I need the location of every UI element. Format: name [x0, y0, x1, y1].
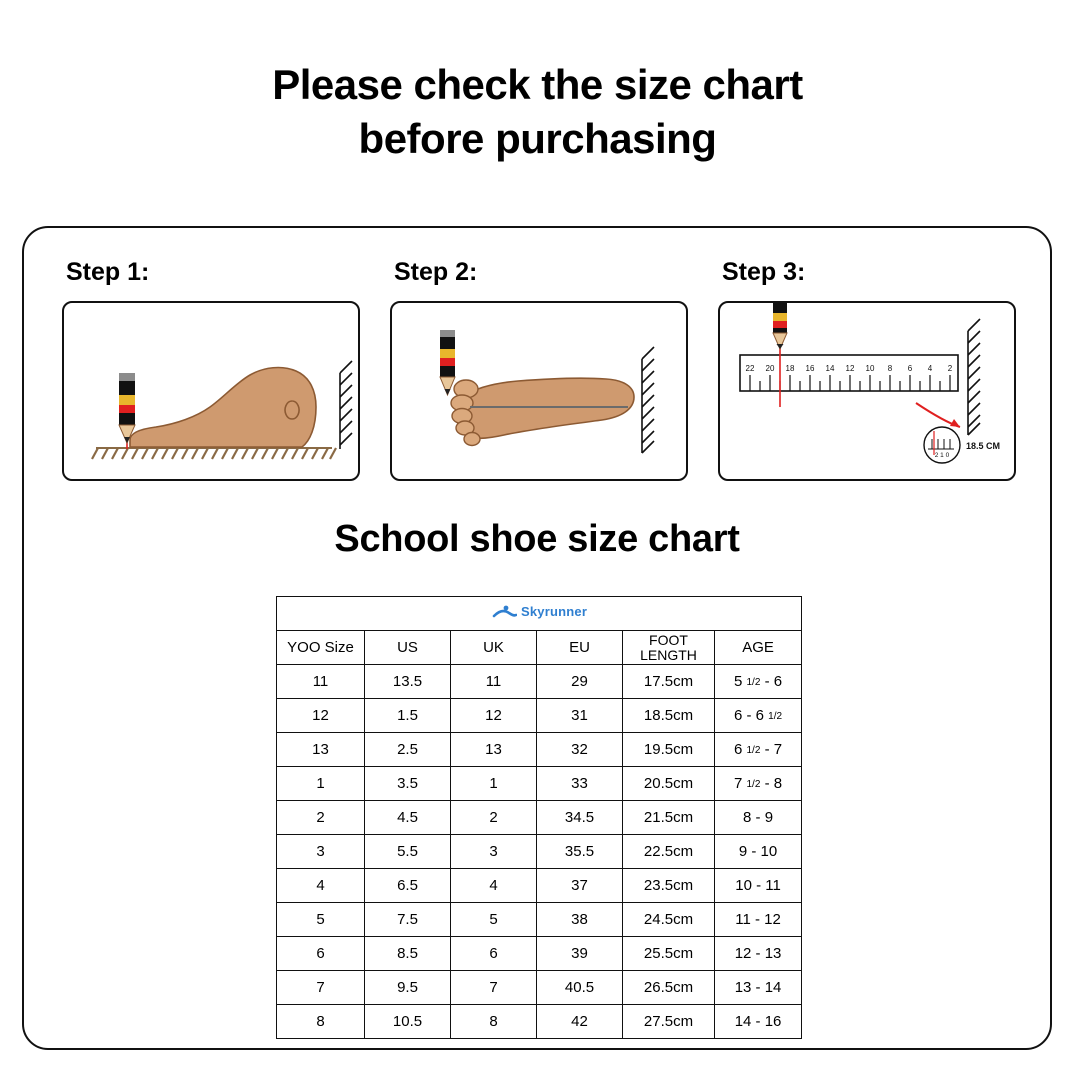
table-row	[277, 869, 802, 903]
svg-text:14: 14	[825, 364, 835, 373]
ruler-measure-icon	[720, 303, 1016, 481]
cell-uk: 6	[451, 937, 537, 971]
cell-yoo: 8	[277, 1005, 365, 1039]
svg-text:12: 12	[845, 364, 855, 373]
table-row	[277, 971, 802, 1005]
svg-text:20: 20	[765, 364, 775, 373]
cell-age: 6 1/2 - 7	[715, 733, 802, 767]
cell-eu: 39	[537, 937, 623, 971]
cell-uk: 5	[451, 903, 537, 937]
cell-eu: 38	[537, 903, 623, 937]
table-row	[277, 835, 802, 869]
cell-eu: 35.5	[537, 835, 623, 869]
cell-yoo: 12	[277, 699, 365, 733]
cell-age: 7 1/2 - 8	[715, 767, 802, 801]
cell-foot: 19.5cm	[623, 733, 715, 767]
step-2	[390, 258, 690, 481]
cell-age: 5 1/2 - 6	[715, 665, 802, 699]
brand-cell	[277, 597, 802, 631]
cell-eu: 34.5	[537, 801, 623, 835]
cell-foot: 21.5cm	[623, 801, 715, 835]
cell-uk: 7	[451, 971, 537, 1005]
cell-yoo: 11	[277, 665, 365, 699]
ruler-callout-label: 18.5 CM	[966, 441, 1001, 451]
svg-text:16: 16	[805, 364, 815, 373]
table-row	[277, 733, 802, 767]
cell-uk: 12	[451, 699, 537, 733]
table-row	[277, 1005, 802, 1039]
cell-uk: 8	[451, 1005, 537, 1039]
pencil-icon	[773, 303, 787, 349]
cell-us: 9.5	[365, 971, 451, 1005]
page-title	[0, 0, 1075, 166]
cell-foot: 20.5cm	[623, 767, 715, 801]
cell-age: 9 - 10	[715, 835, 802, 869]
cell-yoo: 3	[277, 835, 365, 869]
cell-foot: 25.5cm	[623, 937, 715, 971]
cell-yoo: 4	[277, 869, 365, 903]
column-header-eu: EU	[537, 631, 623, 665]
cell-yoo: 6	[277, 937, 365, 971]
cell-foot: 27.5cm	[623, 1005, 715, 1039]
cell-uk: 2	[451, 801, 537, 835]
foot-length-line2: LENGTH	[640, 646, 697, 663]
size-chart-table	[276, 596, 802, 1039]
cell-age: 14 - 16	[715, 1005, 802, 1039]
svg-text:4: 4	[927, 364, 933, 373]
page-title-line2: before purchasing	[358, 114, 717, 162]
column-header-us: US	[365, 631, 451, 665]
cell-eu: 40.5	[537, 971, 623, 1005]
cell-age: 8 - 9	[715, 801, 802, 835]
step-3-illustration	[718, 301, 1016, 481]
table-row	[277, 801, 802, 835]
cell-yoo: 5	[277, 903, 365, 937]
step-1-illustration	[62, 301, 360, 481]
step-1	[62, 258, 362, 481]
cell-foot: 26.5cm	[623, 971, 715, 1005]
page-title-line1: Please check the size chart	[272, 61, 803, 108]
step-2-label: Step 2:	[394, 258, 478, 286]
cell-uk: 13	[451, 733, 537, 767]
cell-foot: 23.5cm	[623, 869, 715, 903]
table-row	[277, 937, 802, 971]
foot-length-line1: FOOT	[649, 632, 688, 649]
cell-us: 7.5	[365, 903, 451, 937]
table-row	[277, 903, 802, 937]
table-row	[277, 665, 802, 699]
cell-us: 8.5	[365, 937, 451, 971]
table-row	[277, 767, 802, 801]
cell-eu: 32	[537, 733, 623, 767]
step-3-label: Step 3:	[722, 258, 806, 286]
cell-uk: 1	[451, 767, 537, 801]
cell-us: 1.5	[365, 699, 451, 733]
cell-foot: 22.5cm	[623, 835, 715, 869]
cell-us: 3.5	[365, 767, 451, 801]
chart-title: School shoe size chart	[334, 518, 740, 560]
instruction-card	[22, 226, 1052, 1050]
cell-age: 13 - 14	[715, 971, 802, 1005]
cell-uk: 3	[451, 835, 537, 869]
pencil-icon	[440, 330, 455, 395]
brand-name: Skyrunner	[520, 604, 588, 620]
table-brand-row	[277, 597, 802, 631]
cell-eu: 31	[537, 699, 623, 733]
cell-us: 10.5	[365, 1005, 451, 1039]
cell-us: 5.5	[365, 835, 451, 869]
svg-text:22: 22	[745, 364, 755, 373]
column-header-age: AGE	[715, 631, 802, 665]
cell-foot: 17.5cm	[623, 665, 715, 699]
cell-uk: 11	[451, 665, 537, 699]
column-header-yoo-size: YOO Size	[277, 631, 365, 665]
cell-age: 6 - 6 1/2	[715, 699, 802, 733]
foot-top-view-icon	[392, 303, 688, 481]
cell-foot: 18.5cm	[623, 699, 715, 733]
svg-text:2: 2	[947, 364, 953, 373]
steps-row	[62, 258, 1018, 481]
brand-logo	[491, 604, 587, 619]
svg-text:6: 6	[907, 364, 913, 373]
step-2-illustration	[390, 301, 688, 481]
cell-age: 12 - 13	[715, 937, 802, 971]
cell-eu: 42	[537, 1005, 623, 1039]
cell-age: 11 - 12	[715, 903, 802, 937]
foot-side-view-icon	[64, 303, 360, 481]
svg-text:18: 18	[785, 364, 795, 373]
cell-us: 6.5	[365, 869, 451, 903]
svg-text:10: 10	[865, 364, 875, 373]
cell-us: 2.5	[365, 733, 451, 767]
column-header-uk: UK	[451, 631, 537, 665]
column-header-foot-length	[623, 631, 715, 665]
cell-yoo: 13	[277, 733, 365, 767]
pencil-icon	[119, 373, 135, 443]
table-row	[277, 699, 802, 733]
cell-yoo: 2	[277, 801, 365, 835]
cell-yoo: 1	[277, 767, 365, 801]
table-header-row	[277, 631, 802, 665]
cell-age: 10 - 11	[715, 869, 802, 903]
cell-us: 13.5	[365, 665, 451, 699]
svg-text:2 1 0: 2 1 0	[934, 452, 950, 459]
step-3	[718, 258, 1018, 481]
cell-uk: 4	[451, 869, 537, 903]
cell-eu: 37	[537, 869, 623, 903]
cell-eu: 33	[537, 767, 623, 801]
size-table-wrapper	[276, 596, 801, 1039]
cell-yoo: 7	[277, 971, 365, 1005]
step-1-label: Step 1:	[66, 258, 150, 286]
skyrunner-logo-icon	[491, 605, 517, 619]
cell-foot: 24.5cm	[623, 903, 715, 937]
cell-eu: 29	[537, 665, 623, 699]
svg-text:8: 8	[887, 364, 893, 373]
cell-us: 4.5	[365, 801, 451, 835]
